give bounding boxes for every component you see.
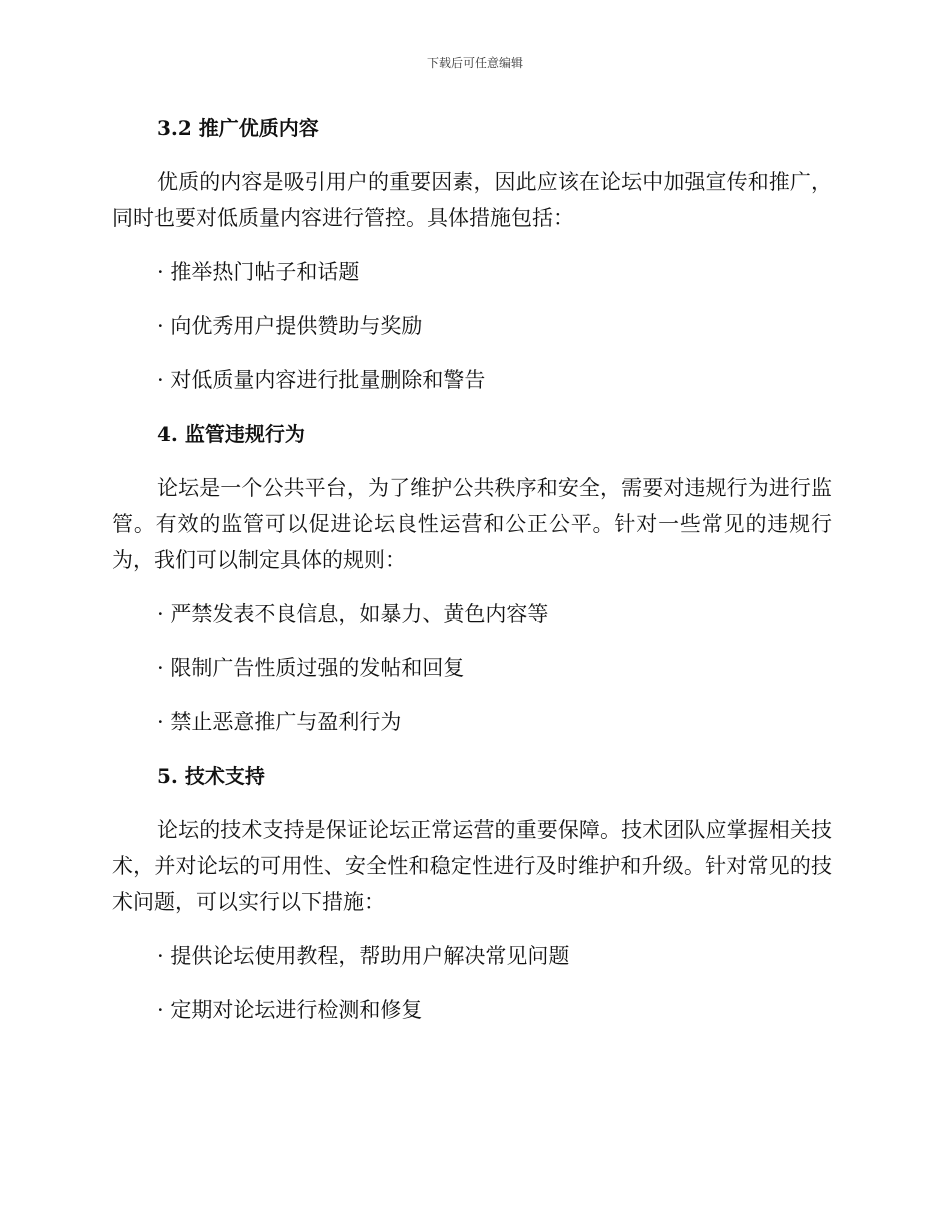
list-item: · 向优秀用户提供赞助与奖励: [157, 314, 423, 338]
section-paragraph: 优质的内容是吸引用户的重要因素，因此应该在论坛中加强宣传和推广，同时也要对低质量内容进行管控。具体措施包括：: [112, 170, 832, 230]
header-note: 下载后可任意编辑: [426, 56, 523, 70]
list-item: · 推举热门帖子和话题: [157, 260, 360, 284]
section-heading: 3.2 推广优质内容: [157, 116, 319, 140]
document-body: [112, 110, 832, 1028]
list-item: · 限制广告性质过强的发帖和回复: [157, 656, 465, 680]
section-paragraph: 论坛是一个公共平台，为了维护公共秩序和安全，需要对违规行为进行监管。有效的监管可以促进论坛良性运营和公正公平。针对一些常见的违规行为，我们可以制定具体的规则：: [112, 476, 832, 572]
list-item: · 严禁发表不良信息，如暴力、黄色内容等: [157, 602, 549, 626]
list-item: · 对低质量内容进行批量删除和警告: [157, 368, 486, 392]
list-item: · 定期对论坛进行检测和修复: [157, 998, 423, 1022]
section-heading: 5. 技术支持: [157, 764, 265, 788]
list-item: · 禁止恶意推广与盈利行为: [157, 710, 402, 734]
list-item: · 提供论坛使用教程，帮助用户解决常见问题: [157, 944, 570, 968]
section-heading: 4. 监管违规行为: [157, 422, 305, 446]
section-paragraph: 论坛的技术支持是保证论坛正常运营的重要保障。技术团队应掌握相关技术，并对论坛的可用性、安全性和稳定性进行及时维护和升级。针对常见的技术问题，可以实行以下措施：: [112, 818, 832, 914]
